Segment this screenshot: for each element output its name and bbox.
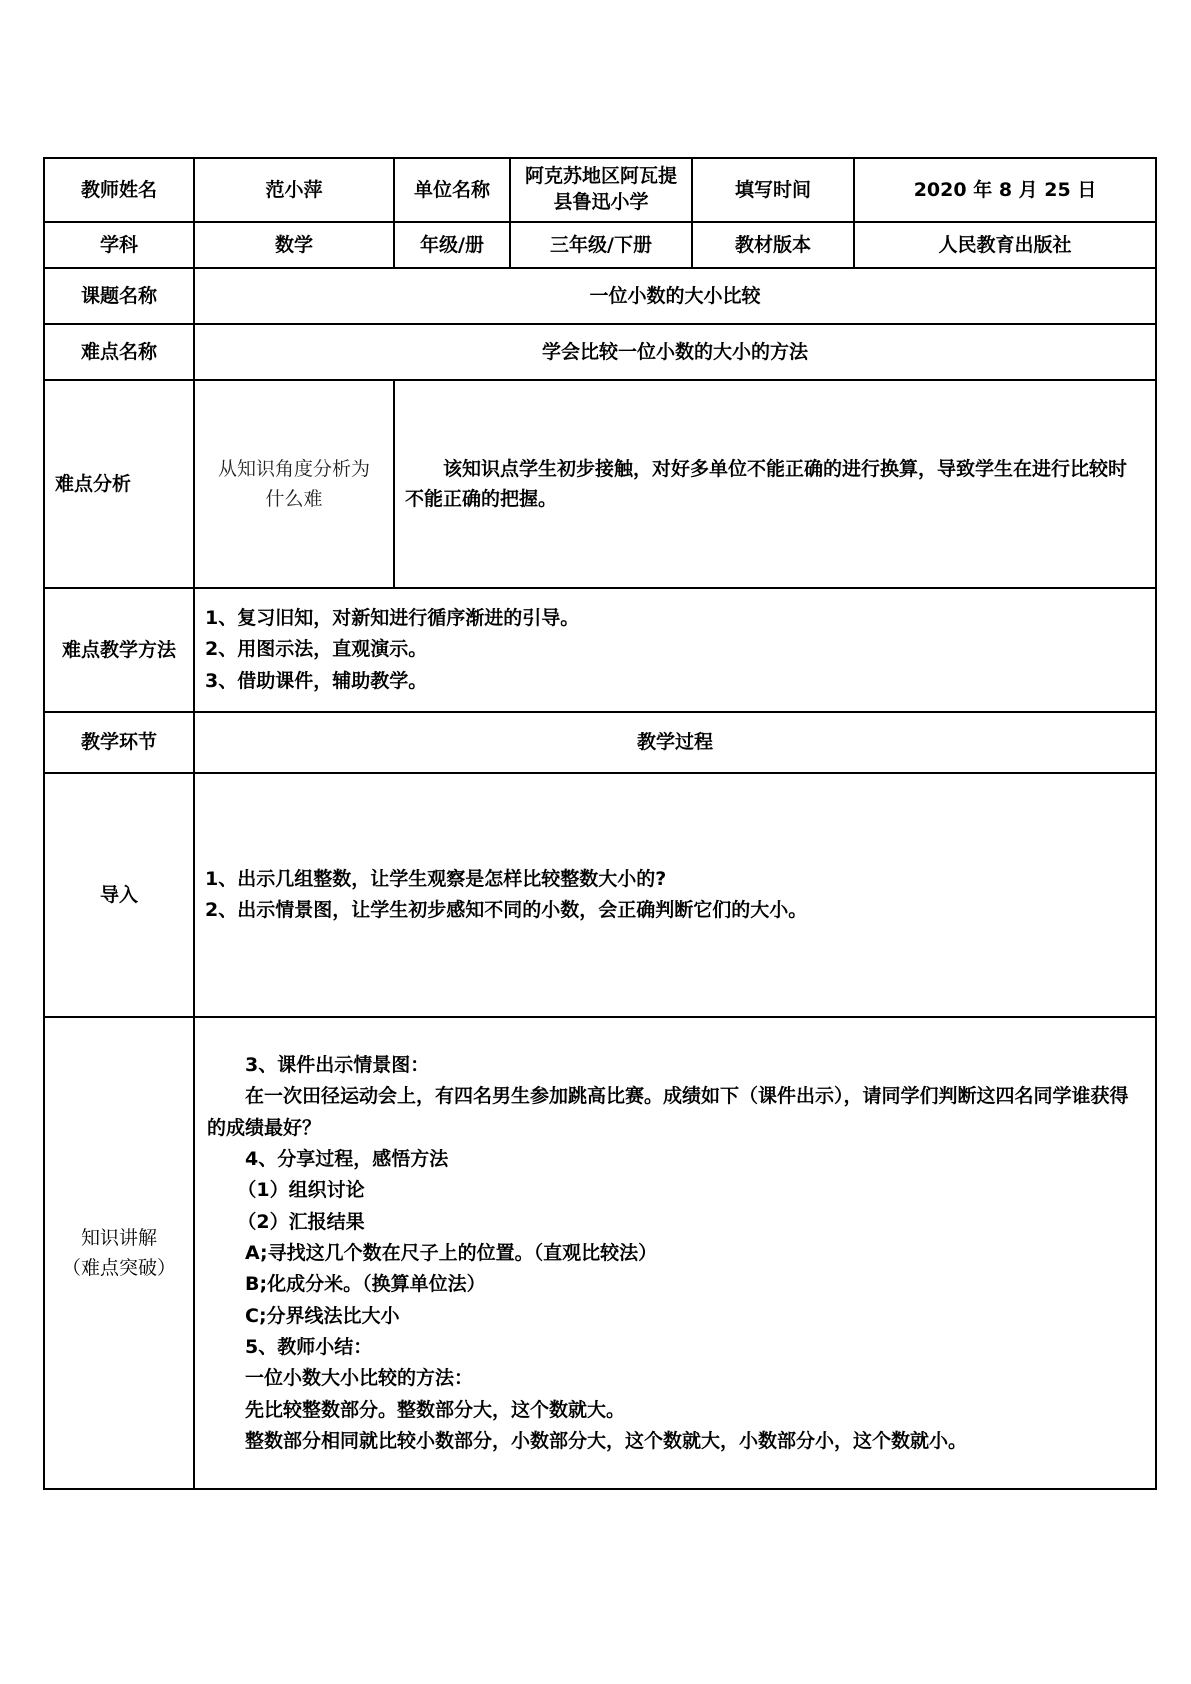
process-header-row [44, 712, 1156, 773]
analysis-text: 该知识点学生初步接触，对好多单位不能正确的进行换算，导致学生在进行比较时不能正确的把握。 [394, 380, 1156, 588]
lesson-design-table [43, 157, 1157, 1490]
analysis-sub-label: 从知识角度分析为什么难 [194, 380, 394, 588]
knowledge-label [44, 1017, 194, 1489]
process-stage-label: 教学环节 [44, 712, 194, 773]
unit-name-line2: 县鲁迅小学 [553, 191, 649, 213]
unit-label: 单位名称 [394, 158, 510, 222]
knowledge-line: （2）汇报结果 [237, 1210, 365, 1233]
knowledge-line: 一位小数大小比较的方法： [245, 1367, 474, 1390]
subject-value: 数学 [194, 222, 394, 268]
teacher-label: 教师姓名 [44, 158, 194, 222]
date-value: 2020 年 8 月 25 日 [854, 158, 1156, 222]
difficulty-value: 学会比较一位小数的大小的方法 [194, 324, 1156, 380]
difficulty-row [44, 324, 1156, 380]
subject-label: 学科 [44, 222, 194, 268]
knowledge-line: 3、课件出示情景图： [245, 1054, 430, 1076]
intro-item: 1、出示几组整数，让学生观察是怎样比较整数大小的? [205, 867, 667, 890]
topic-label: 课题名称 [44, 268, 194, 324]
difficulty-label: 难点名称 [44, 324, 194, 380]
topic-value: 一位小数的大小比较 [194, 268, 1156, 324]
knowledge-line: A;寻找这几个数在尺子上的位置。（直观比较法） [245, 1242, 658, 1265]
method-item: 3、借助课件，辅助教学。 [205, 669, 428, 692]
topic-row [44, 268, 1156, 324]
process-label: 教学过程 [194, 712, 1156, 773]
knowledge-line: B;化成分米。（换算单位法） [245, 1273, 486, 1296]
knowledge-line: 4、分享过程，感悟方法 [245, 1148, 449, 1171]
method-item: 1、复习旧知，对新知进行循序渐进的引导。 [205, 606, 580, 629]
analysis-label: 难点分析 [44, 380, 194, 588]
intro-label: 导入 [44, 773, 194, 1017]
intro-item: 2、出示情景图，让学生初步感知不同的小数，会正确判断它们的大小。 [205, 899, 808, 921]
method-row [44, 588, 1156, 712]
edition-label: 教材版本 [692, 222, 854, 268]
method-list [194, 588, 1156, 712]
grade-value: 三年级/下册 [510, 222, 692, 268]
header-row-2 [44, 222, 1156, 268]
knowledge-line: （1）组织讨论 [237, 1179, 365, 1202]
knowledge-content [194, 1017, 1156, 1489]
intro-list [194, 773, 1156, 1017]
knowledge-line: C;分界线法比大小 [245, 1304, 400, 1327]
header-row-1 [44, 158, 1156, 222]
knowledge-row [44, 1017, 1156, 1489]
grade-label: 年级/册 [394, 222, 510, 268]
edition-value: 人民教育出版社 [854, 222, 1156, 268]
knowledge-line: 先比较整数部分。整数部分大，这个数就大。 [245, 1398, 626, 1421]
unit-name [510, 158, 692, 222]
knowledge-label-line1: 知识讲解 [80, 1226, 157, 1249]
method-label: 难点教学方法 [44, 588, 194, 712]
analysis-row [44, 380, 1156, 588]
knowledge-label-line2: （难点突破） [61, 1257, 176, 1279]
intro-row [44, 773, 1156, 1017]
knowledge-line: 整数部分相同就比较小数部分，小数部分大，这个数就大，小数部分小，这个数就小。 [245, 1430, 968, 1453]
unit-name-line1: 阿克苏地区阿瓦提 [525, 165, 678, 188]
date-label: 填写时间 [692, 158, 854, 222]
teacher-name: 范小萍 [194, 158, 394, 222]
method-item: 2、用图示法，直观演示。 [205, 638, 428, 661]
knowledge-line: 在一次田径运动会上，有四名男生参加跳高比赛。成绩如下（课件出示），请同学们判断这四名同学谁获得的成绩最好？ [207, 1085, 1129, 1139]
knowledge-line: 5、教师小结： [245, 1336, 373, 1359]
